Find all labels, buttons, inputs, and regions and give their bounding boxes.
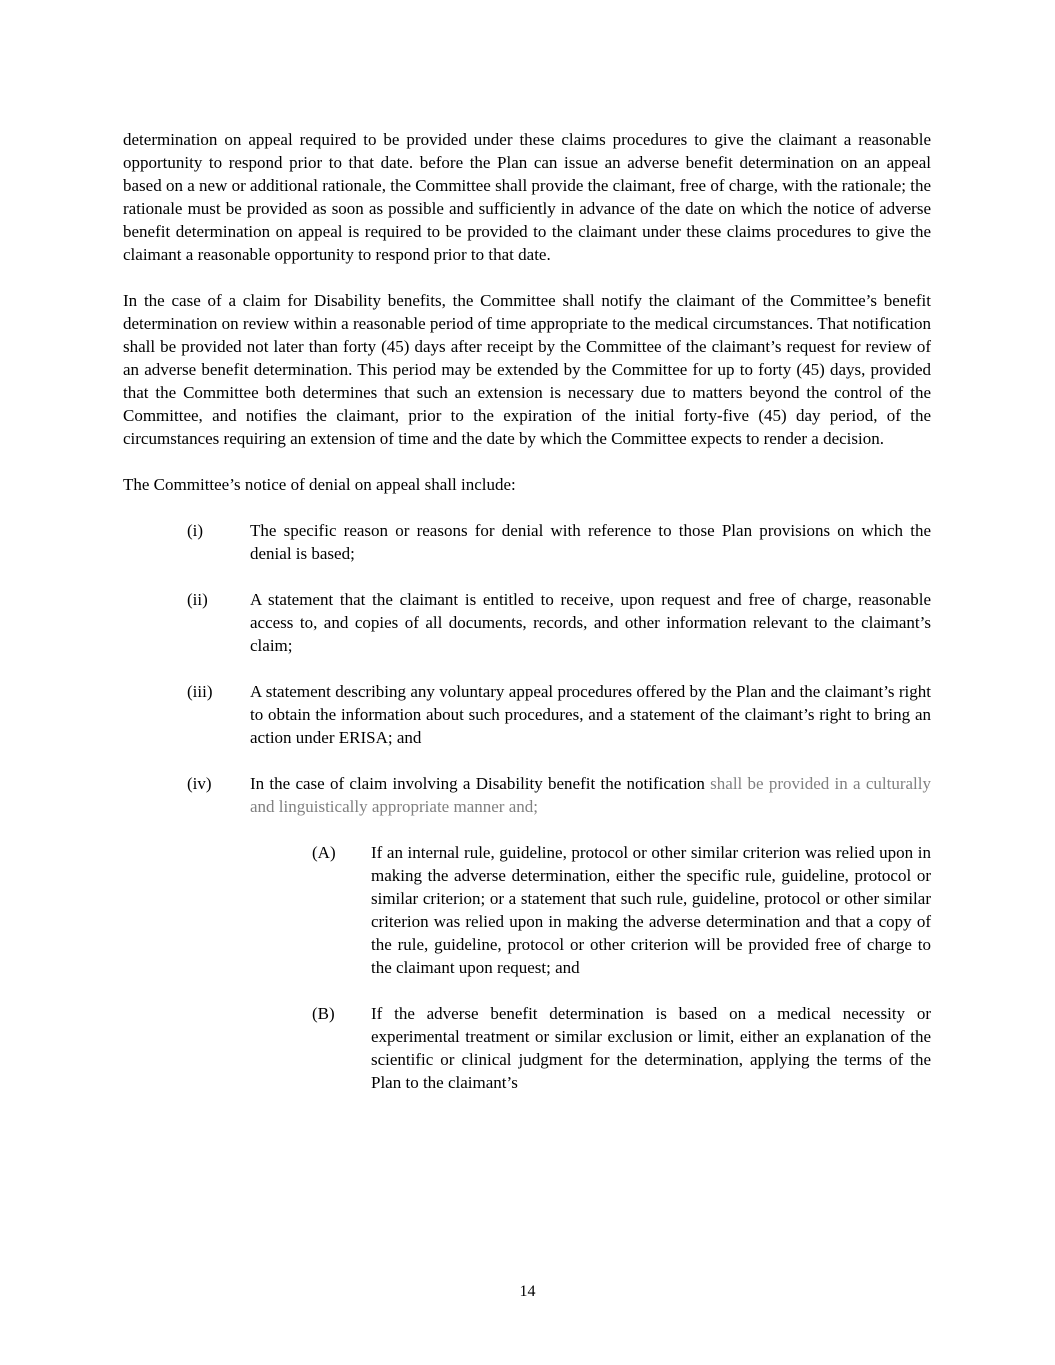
paragraph-denial-notice-intro: The Committee’s notice of denial on appeal shall include: xyxy=(123,475,516,494)
paragraph-appeal-determination: determination on appeal required to be provided under these claims procedures to give the claimant a reasonable opportunity to respond prior to that date. before the Plan can issue an adverse benefit determination on an appeal based on a new or additional rationale, the Committee shall provide the claimant, free of charge, with the rationale; the rationale must be provided as soon as possible and sufficiently in advance of the date on which the notice of adverse benefit determination on appeal is required to be provided to the claimant under these claims procedures to give the claimant a reasonable opportunity to respond prior to that date. xyxy=(123,130,931,264)
page-number: 14 xyxy=(519,1283,536,1300)
list-item-i-text: The specific reason or reasons for denial with reference to those Plan provisions on which the denial is based; xyxy=(250,521,931,563)
list-item-ii xyxy=(123,588,931,657)
list-item-ii-text: A statement that the claimant is entitled to receive, upon request and free of charge, reasonable access to, and copies of all documents, records, and other information relevant to the claimant’s claim; xyxy=(250,590,931,655)
list-marker-ii: (ii) xyxy=(187,590,208,609)
list-item-i xyxy=(123,519,931,565)
list-item-iii xyxy=(123,680,931,749)
denial-notice-list xyxy=(123,519,931,1094)
list-item-iii-text: A statement describing any voluntary appeal procedures offered by the Plan and the claimant’s right to obtain the information about such procedures, and a statement of the claimant’s right to bring an action under ERISA; and xyxy=(250,682,931,747)
list-marker-iii: (iii) xyxy=(187,682,213,701)
sublist-marker-a: (A) xyxy=(312,843,336,862)
list-marker-iv: (iv) xyxy=(187,774,212,793)
list-item-iv-text xyxy=(250,772,931,818)
sublist-item-b xyxy=(123,1002,931,1094)
paragraph-disability-claim: In the case of a claim for Disability benefits, the Committee shall notify the claimant of the Committee’s benefit determination on review within a reasonable period of time appropriate to the medical circumstances. That notification shall be provided not later than forty (45) days after receipt by the Committee of the claimant’s request for review of an adverse benefit determination. This period may be extended by the Committee for up to forty (45) days, provided that the Committee both determines that such an extension is necessary due to matters beyond the control of the Committee, and notifies the claimant, prior to the expiration of the initial forty-five (45) day period, of the circumstances requiring an extension of time and the date by which the Committee expects to render a decision. xyxy=(123,291,931,448)
list-item-iv-text-black: In the case of claim involving a Disability benefit the notification xyxy=(250,774,711,793)
sublist-item-a xyxy=(123,841,931,979)
document-body xyxy=(123,128,931,1117)
sublist-marker-b: (B) xyxy=(312,1004,335,1023)
list-item-iv xyxy=(123,772,931,818)
list-item-iv-text-gray: shall be provided in a culturally and linguistically appropriate manner and; xyxy=(250,774,931,816)
list-marker-i: (i) xyxy=(187,521,204,540)
sublist-item-a-text: If an internal rule, guideline, protocol or other similar criterion was relied upon in making the adverse determination, either the specific rule, guideline, protocol or similar criterion; or a statement that such rule, guideline, protocol or other similar criterion was relied upon in making the adverse determination and that a copy of the rule, guideline, protocol or other criterion will be provided free of charge to the claimant upon request; and xyxy=(371,843,931,977)
sublist-item-b-text: If the adverse benefit determination is based on a medical necessity or experimental treatment or similar exclusion or limit, either an explanation of the scientific or clinical judgment for the determination, applying the terms of the Plan to the claimant’s xyxy=(371,1004,931,1092)
